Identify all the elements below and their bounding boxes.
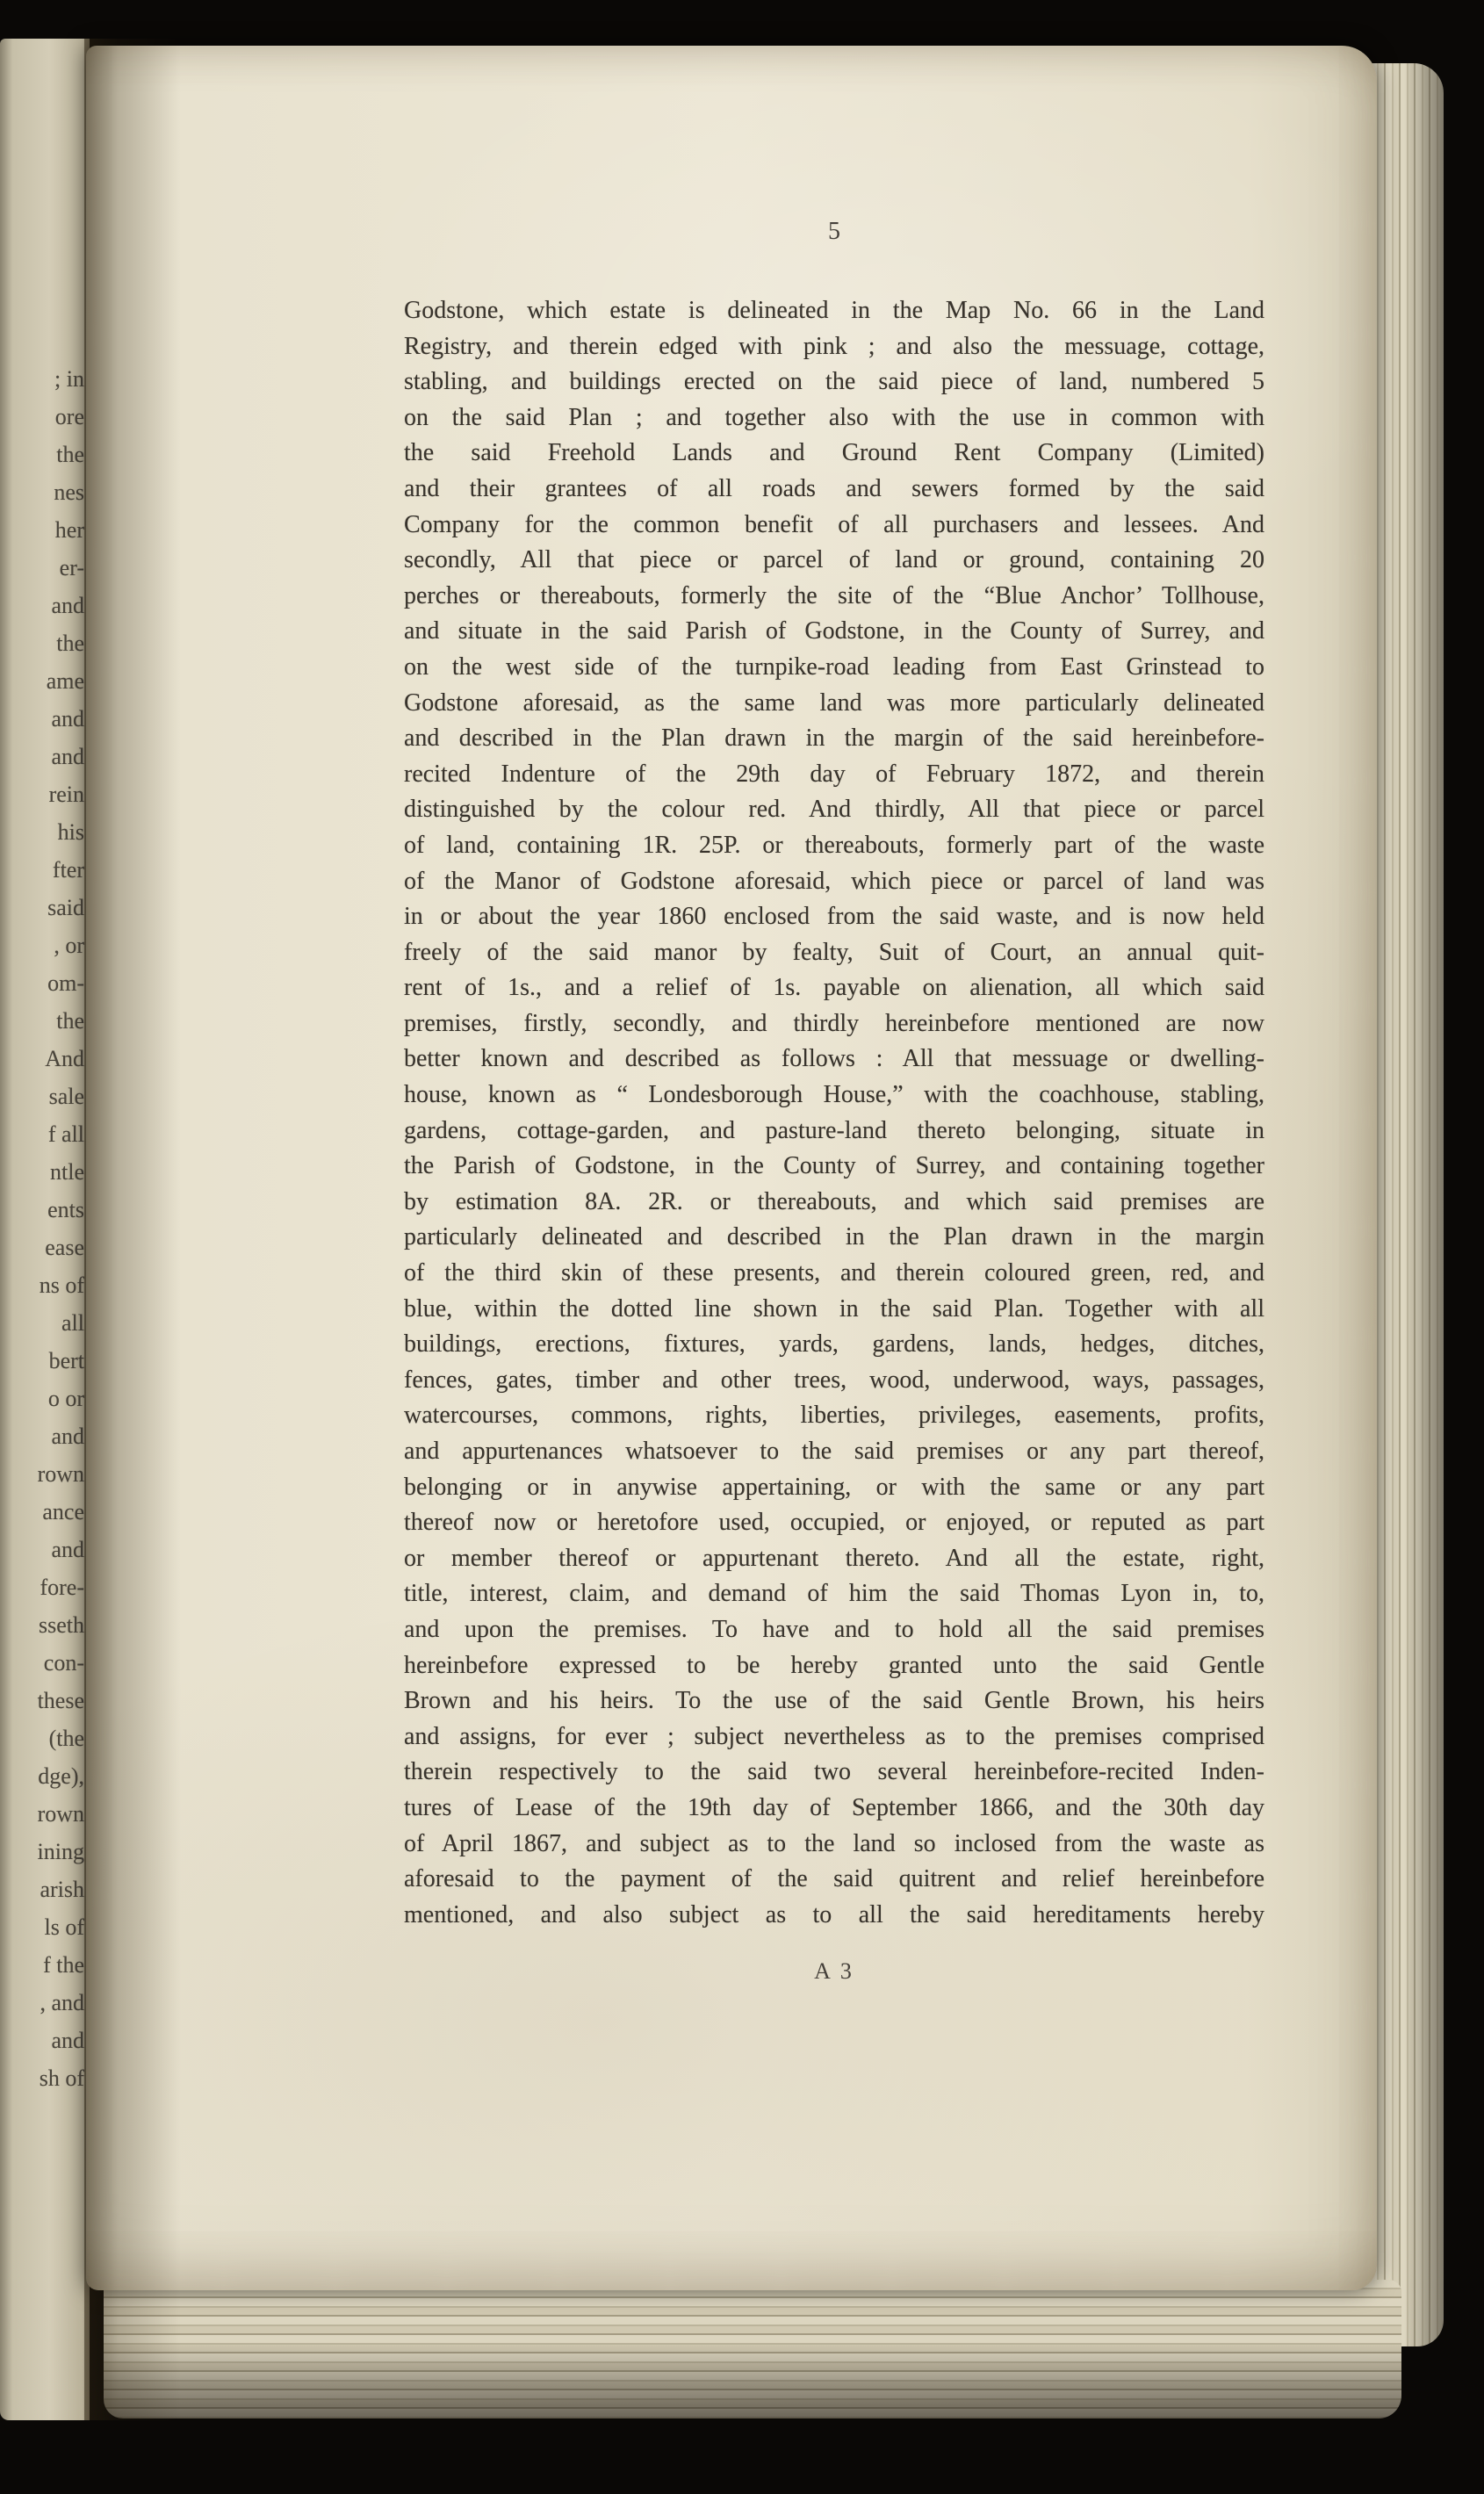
text-line: Godstone, which estate is delineated in the Map No. 66 in the Land bbox=[404, 297, 1264, 324]
margin-fragment: con- bbox=[43, 1650, 84, 1676]
margin-fragment: ; in bbox=[54, 366, 84, 392]
text-line: better known and described as follows : All that messuage or dwelling- bbox=[404, 1045, 1264, 1073]
text-line: title, interest, claim, and demand of him the said Thomas Lyon in, to, bbox=[404, 1580, 1264, 1608]
text-line: blue, within the dotted line shown in the said Plan. Together with all bbox=[404, 1294, 1264, 1323]
page-number: 5 bbox=[828, 218, 840, 245]
text-line: perches or thereabouts, formerly the site of the “Blue Anchor’ Tollhouse, bbox=[404, 581, 1264, 609]
text-line: rent of 1s., and a relief of 1s. payable on alienation, all which said bbox=[404, 974, 1264, 1002]
text-line: stabling, and buildings erected on the said piece of land, numbered 5 bbox=[404, 368, 1264, 396]
margin-fragment: , and bbox=[40, 1990, 84, 2015]
margin-fragment: and bbox=[51, 593, 84, 618]
margin-fragment: and bbox=[51, 706, 84, 732]
text-line: of the Manor of Godstone aforesaid, which piece or parcel of land was bbox=[404, 867, 1264, 895]
text-line: the Parish of Godstone, in the County of Surrey, and containing together bbox=[404, 1152, 1264, 1180]
margin-fragment: said bbox=[47, 895, 84, 920]
margin-fragment: ease bbox=[45, 1235, 84, 1260]
body-text bbox=[404, 293, 1264, 1933]
text-line: tures of Lease of the 19th day of September 1866, and the 30th day bbox=[404, 1793, 1264, 1821]
margin-fragment: f the bbox=[43, 1952, 84, 1978]
text-line: and described in the Plan drawn in the margin of the said hereinbefore- bbox=[404, 724, 1264, 753]
text-line: watercourses, commons, rights, liberties, privileges, easements, profits, bbox=[404, 1402, 1264, 1430]
margin-fragment: ining bbox=[37, 1839, 84, 1864]
margin-fragment: sale bbox=[48, 1084, 84, 1109]
margin-fragment: rown bbox=[37, 1461, 84, 1487]
document-page bbox=[86, 46, 1377, 2290]
text-line: Brown and his heirs. To the use of the said Gentle Brown, his heirs bbox=[404, 1687, 1264, 1715]
margin-fragment: and bbox=[51, 1424, 84, 1449]
text-line: Company for the common benefit of all purchasers and lessees. And bbox=[404, 510, 1264, 538]
text-line: aforesaid to the payment of the said quitrent and relief hereinbefore bbox=[404, 1865, 1264, 1893]
margin-fragment: fore- bbox=[40, 1575, 84, 1600]
text-line: gardens, cottage-garden, and pasture-land thereto belonging, situate in bbox=[404, 1116, 1264, 1144]
margin-fragment: the bbox=[56, 1008, 84, 1034]
text-line: particularly delineated and described in the Plan drawn in the margin bbox=[404, 1223, 1264, 1251]
margin-fragment: arish bbox=[40, 1877, 84, 1902]
text-line: Godstone aforesaid, as the same land was more particularly delineated bbox=[404, 688, 1264, 717]
margin-fragment: all bbox=[61, 1310, 84, 1336]
text-line: premises, firstly, secondly, and thirdly hereinbefore mentioned are now bbox=[404, 1009, 1264, 1037]
text-line: of April 1867, and subject as to the land so inclosed from the waste as bbox=[404, 1829, 1264, 1857]
text-line: of land, containing 1R. 25P. or thereabouts, formerly part of the waste bbox=[404, 831, 1264, 859]
margin-fragment: ance bbox=[42, 1499, 84, 1525]
text-line: and their grantees of all roads and sewers formed by the said bbox=[404, 474, 1264, 502]
page-edge-stack-bottom bbox=[104, 2280, 1401, 2418]
text-line: mentioned, and also subject as to all the said hereditaments hereby bbox=[404, 1900, 1264, 1928]
margin-fragment: the bbox=[56, 631, 84, 656]
margin-fragment: and bbox=[51, 744, 84, 769]
text-line: by estimation 8A. 2R. or thereabouts, and which said premises are bbox=[404, 1187, 1264, 1215]
text-line: Registry, and therein edged with pink ; and also the messuage, cottage, bbox=[404, 332, 1264, 360]
text-line: on the said Plan ; and together also with the use in common with bbox=[404, 403, 1264, 431]
previous-page-edge bbox=[0, 39, 90, 2420]
signature-mark: A 3 bbox=[814, 1958, 854, 1984]
text-line: thereof now or heretofore used, occupied, or enjoyed, or reputed as part bbox=[404, 1509, 1264, 1537]
margin-fragment: ns of bbox=[39, 1272, 84, 1298]
text-line: recited Indenture of the 29th day of February 1872, and therein bbox=[404, 760, 1264, 788]
text-line: hereinbefore expressed to be hereby granted unto the said Gentle bbox=[404, 1651, 1264, 1679]
margin-fragment: these bbox=[37, 1688, 84, 1713]
margin-fragment: her bbox=[54, 517, 84, 543]
margin-fragment: rein bbox=[48, 782, 84, 807]
margin-fragment: ents bbox=[47, 1197, 84, 1222]
margin-fragment: ntle bbox=[50, 1159, 84, 1185]
margin-fragment: sseth bbox=[39, 1612, 84, 1638]
margin-fragment: ore bbox=[54, 404, 84, 429]
margin-fragments bbox=[0, 360, 84, 2097]
text-line: fences, gates, timber and other trees, wood, underwood, ways, passages, bbox=[404, 1366, 1264, 1394]
text-line: and assigns, for ever ; subject nevertheless as to the premises comprised bbox=[404, 1722, 1264, 1750]
margin-fragment: rown bbox=[37, 1801, 84, 1827]
margin-fragment: , or bbox=[54, 933, 84, 958]
margin-fragment: dge), bbox=[38, 1763, 84, 1789]
margin-fragment: nes bbox=[54, 479, 84, 505]
margin-fragment: ls of bbox=[44, 1914, 84, 1940]
margin-fragment: ame bbox=[46, 668, 84, 694]
text-line: and situate in the said Parish of Godstone, in the County of Surrey, and bbox=[404, 617, 1264, 645]
text-line: distinguished by the colour red. And thirdly, All that piece or parcel bbox=[404, 796, 1264, 824]
margin-fragment: er- bbox=[59, 555, 84, 580]
text-line: and upon the premises. To have and to hold all the said premises bbox=[404, 1615, 1264, 1643]
text-line: the said Freehold Lands and Ground Rent Company (Limited) bbox=[404, 439, 1264, 467]
text-line: and appurtenances whatsoever to the said premises or any part thereof, bbox=[404, 1438, 1264, 1465]
text-line: buildings, erections, fixtures, yards, gardens, lands, hedges, ditches, bbox=[404, 1330, 1264, 1359]
text-line: house, known as “ Londesborough House,” with the coachhouse, stabling, bbox=[404, 1081, 1264, 1109]
margin-fragment: bert bbox=[48, 1348, 84, 1373]
text-line: secondly, All that piece or parcel of land or ground, containing 20 bbox=[404, 546, 1264, 574]
text-line: therein respectively to the said two several hereinbefore-recited Inden- bbox=[404, 1758, 1264, 1786]
margin-fragment: f all bbox=[47, 1121, 84, 1147]
margin-fragment: and bbox=[51, 2028, 84, 2053]
margin-fragment: the bbox=[56, 442, 84, 467]
text-line: in or about the year 1860 enclosed from the said waste, and is now held bbox=[404, 903, 1264, 931]
margin-fragment: (the bbox=[48, 1726, 84, 1751]
text-line: freely of the said manor by fealty, Suit of Court, an annual quit- bbox=[404, 938, 1264, 966]
text-line: on the west side of the turnpike-road leading from East Grinstead to bbox=[404, 652, 1264, 681]
text-line: or member thereof or appurtenant thereto. And all the estate, right, bbox=[404, 1544, 1264, 1572]
margin-fragment: And bbox=[45, 1046, 84, 1071]
text-line: belonging or in anywise appertaining, or with the same or any part bbox=[404, 1473, 1264, 1501]
margin-fragment: fter bbox=[52, 857, 84, 883]
margin-fragment: and bbox=[51, 1537, 84, 1562]
text-line: of the third skin of these presents, and therein coloured green, red, and bbox=[404, 1259, 1264, 1287]
margin-fragment: o or bbox=[47, 1386, 84, 1411]
margin-fragment: his bbox=[57, 819, 84, 845]
margin-fragment: om- bbox=[47, 970, 84, 996]
margin-fragment: sh of bbox=[39, 2065, 84, 2091]
